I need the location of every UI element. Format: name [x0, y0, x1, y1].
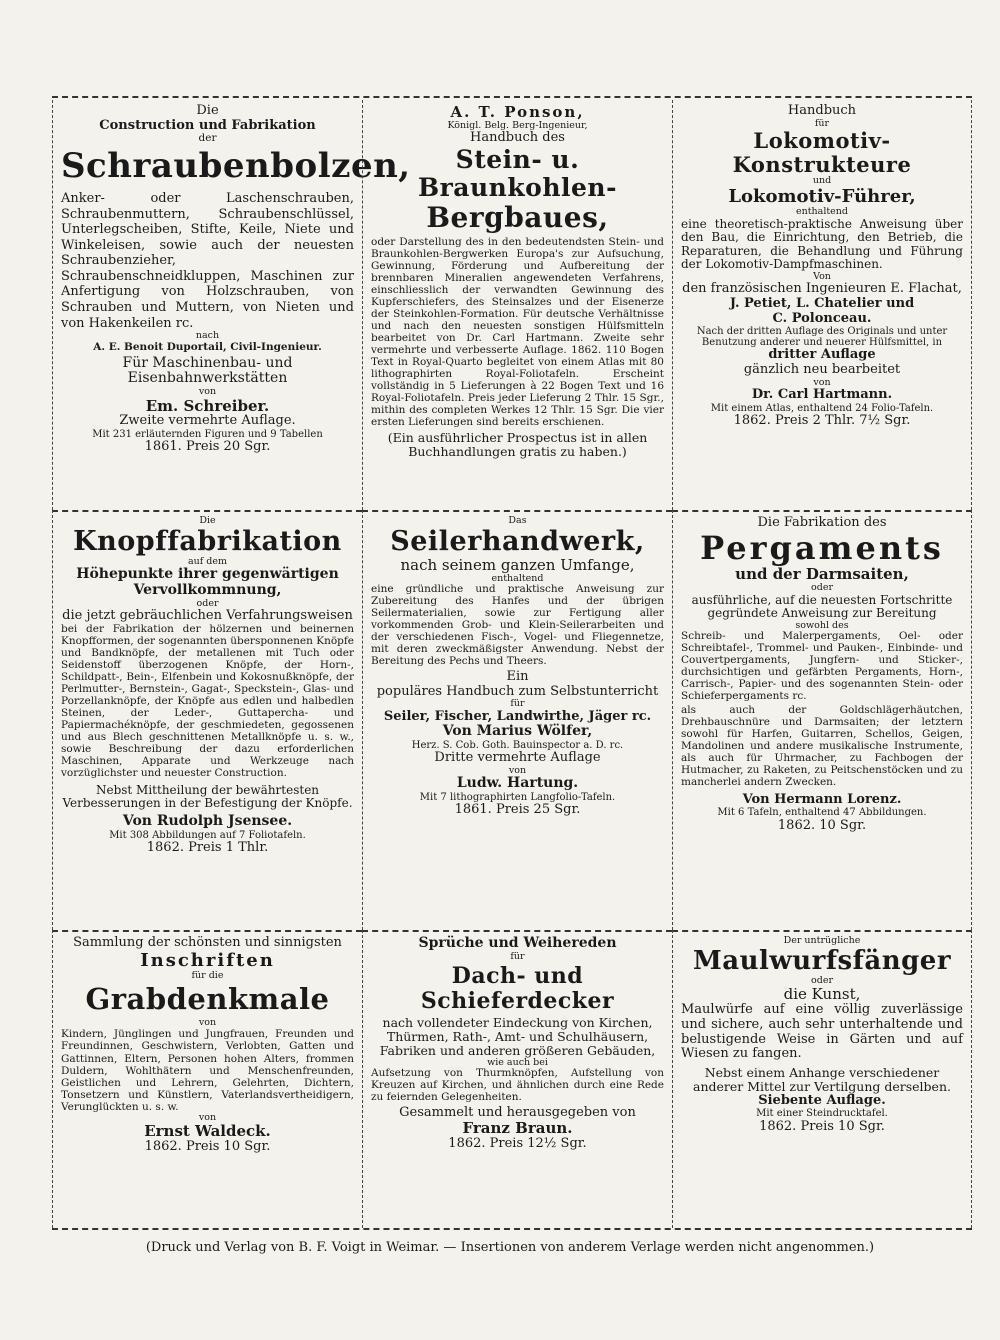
ad-authors: C. Polonceau. — [772, 310, 872, 326]
ad-text: Das — [508, 515, 527, 526]
ad-text: Die — [196, 103, 219, 118]
ad-price: 1862. 10 Sgr. — [777, 817, 867, 833]
ad-text: ausführliche, auf die neuesten Fortschritte gegründete Anweisung zur Bereitung — [691, 592, 953, 621]
ad-text: oder — [196, 597, 219, 609]
ad-edition: Dritte vermehrte Auflage — [434, 750, 601, 766]
ad-text: Der untrügliche — [783, 935, 861, 946]
ad-body: Kindern, Jünglingen und Jungfrauen, Freunden und Freundinnen, Geschwistern, Verlobten, Gatten und Gattinnen, Eltern, Personen hohen Alters, frommen Duldern, Wohlthätern und Menschenfreunden, Geistlichen und Lehrern, Gelehrten, Dichtern, Tonsetzern und Künstlern, Vaterlandsvertheidigern, Verunglückten u. s. w. — [61, 1028, 354, 1113]
ad-note: Herz. S. Cob. Goth. Bauinspector a. D. rc. — [411, 740, 624, 751]
publisher-footer: (Druck und Verlag von B. F. Voigt in Weimar. — Insertionen von anderem Verlage werden nicht angenommen.) — [145, 1240, 875, 1255]
ad-text: Nebst einem Anhange verschiedener anderer Mittel zur Vertilgung derselben. — [693, 1064, 951, 1094]
ad-subtitle: Sprüche und Weihereden — [418, 935, 617, 951]
ad-text: von — [198, 385, 217, 397]
ad-title: Schraubenbolzen, — [61, 145, 411, 186]
ad-body: eine theoretisch-praktische Anweisung über den Bau, die Einrichtung, den Betrieb, die Reparaturen, die Behandlung und Führung der Lokomotiv-Dampfmaschinen. — [681, 216, 963, 272]
ad-note: Mit 6 Tafeln, enthaltend 47 Abbildungen. — [717, 807, 927, 819]
ad-body: bei der Fabrikation der hölzernen und beinernen Knopfformen, der sogenannten übersponnenen Knöpfe und Bandknöpfe, der metallenen mit Tuch oder Seidenstoff überzogenen Knöpfe, der Horn-, Schildpatt-, Bein-, Elfenbein und Kokosnußknöpfe, der Perlmutter-, Bernstein-, Gagat-, Speckstein-, Glas- und Porzellanknöpfe, der Knöpfe aus edlen und halbedlen Steinen, der Leder-, Guttapercha- und Papiermachéknöpfe, der geschmiedeten, gegossenen und aus Blech geschnittenen Metallknöpfe u. s. w., sowie Beschreibung der dazu erforderlichen Maschinen, Apparate und Werkzeuge nach vorzüglichster und neuester Construction. — [61, 623, 354, 779]
ad-authors: den französischen Ingenieuren E. Flachat, — [682, 281, 962, 297]
ad-text: Die — [199, 515, 216, 526]
ad-text: Seiler, Fischer, Landwirthe, Jäger rc. — [383, 708, 652, 724]
ad-edition: dritter Auflage — [768, 347, 876, 363]
ad-title: Grabdenkmale — [85, 982, 330, 1017]
ad-body: eine gründliche und praktische Anweisung zur Zubereitung des Hanfes und der übrigen Seilermaterialien, sowie zur Fertigung aller vorkommenden Grob- und Klein-Seilerarbeiten und der verschiedenen Fisch-, Vogel- und Fliegennetze, mit deren zweckmäßigster Anwendung. Nebst der Bereitung des Pechs und Theers. — [371, 583, 664, 668]
ad-author: Dr. Carl Hartmann. — [751, 387, 893, 403]
ad-text: Königl. Belg. Berg-Ingenieur, — [447, 119, 588, 131]
ad-note: Mit einer Steindrucktafel. — [756, 1108, 888, 1120]
ad-body: Anker- oder Laschenschrauben, Schraubenmuttern, Schraubenschlüssel, Unterlegscheiben, Stifte, Keile, Niete und Winkeleisen, sowie auch der neuesten Schraubenzieher, Schraubenschneidkluppen, Maschinen zur Anfertigung von Holzschrauben, von Schrauben und Muttern, von Nieten und von Hakenkeilen rc. — [61, 190, 354, 331]
ad-subtitle: und der Darmsaiten, — [735, 565, 909, 584]
ad-title: Maulwurfsfänger — [692, 945, 952, 976]
ad-title: Seilerhandwerk, — [390, 525, 645, 557]
ad-body: nach vollendeter Eindeckung von Kirchen, Thürmen, Rath-, Amt- und Schulhäusern, Fabriken und anderen größeren Gebäuden, — [379, 1014, 656, 1058]
ad-body: Schreib- und Malerpergaments, Oel- oder Schreibtafel-, Trommel- und Pauken-, Einbinde- und Couvertpergaments, Jungfern- und Sticker-, durchsichtigen und gefärbten Pergaments, Horn-, Carrisch-, Papier- und des sogenannten Stein- oder Schieferpergaments rc. — [681, 630, 963, 703]
ad-title: Dach- und Schieferdecker — [420, 963, 615, 1014]
ad-body: als auch der Goldschlägerhäutchen, Drehbauschnüre und Darmsaiten; der letztern sowohl für Harfen, Guitarren, Schellos, Geigen, Mandolinen und andere musikalische Instrumente, als auch für Uhrmacher, zu Fachbogen der Hutmacher, zu Raketen, zu Peitschenstöcken und zu mancherlei andern Zwecken. — [681, 704, 963, 788]
ad-price: 1861. Preis 25 Sgr. — [454, 802, 581, 818]
ad-author: Von Marius Wölfer, — [442, 723, 593, 740]
ad-authors: J. Petiet, L. Chatelier und — [729, 295, 915, 311]
ad-lokomotiv — [672, 100, 972, 510]
ad-text: Nebst Mittheilung der bewährtesten Verbesserungen in der Befestigung der Knöpfe. — [62, 782, 353, 811]
ad-text: für die — [191, 969, 224, 981]
ad-maulwurfsfaenger — [672, 930, 972, 1228]
ad-note: Mit 7 lithographirten Langfolio-Tafeln. — [419, 792, 616, 804]
ad-text: oder — [811, 582, 833, 594]
ad-note: Mit 231 erläuternden Figuren und 9 Tabellen — [92, 428, 323, 440]
ad-text: Gesammelt und herausgegeben von — [399, 1104, 636, 1120]
advertisement-grid — [52, 100, 972, 1228]
ad-body: Aufsetzung von Thurmknöpfen, Aufstellung von Kreuzen auf Kirchen, und ähnlichen durch eine Rede zu feiernden Gelegenheiten. — [371, 1067, 664, 1103]
ad-seilerhandwerk — [362, 510, 672, 930]
ad-text: enthaltend — [795, 205, 849, 217]
ad-text: Von — [813, 270, 831, 282]
ad-text: populäres Handbuch zum Selbstunterricht — [376, 683, 659, 699]
ad-author: Ludw. Hartung. — [456, 775, 579, 792]
ad-text: Handbuch des — [470, 130, 565, 146]
ad-author: Franz Braun. — [462, 1119, 573, 1138]
ad-text: sowohl des — [795, 619, 849, 631]
ad-schraubenbolzen — [52, 100, 411, 510]
ad-price: 1862. Preis 10 Sgr. — [759, 1118, 885, 1134]
ad-text: für — [510, 950, 525, 962]
ad-text: Die Fabrikation des — [757, 515, 887, 530]
ad-edition: Zweite vermehrte Auflage. — [119, 413, 296, 429]
ad-author: A. E. Benoit Duportail, Civil-Ingenieur. — [93, 340, 322, 353]
ad-body: Maulwürfe auf eine völlig zuverlässige und sichere, auch sehr unterhaltende und belustigende Weise in Gärten und auf Wiesen zu fangen. — [681, 1002, 963, 1062]
ad-text: von — [198, 1111, 217, 1123]
ad-text: Ein — [506, 669, 529, 685]
ad-text: und — [812, 175, 832, 187]
ad-subtitle: Höhepunkte ihrer gegenwärtigen Vervollkommnung, — [76, 566, 339, 599]
ad-text: enthaltend — [491, 572, 544, 584]
ad-text: der — [198, 132, 217, 145]
ad-subtitle: die Kunst, — [783, 985, 861, 1004]
ad-author: Von Hermann Lorenz. — [742, 791, 902, 807]
ad-text: auf dem — [187, 555, 228, 567]
ad-title: Bergbaues, — [426, 200, 609, 234]
ad-grabdenkmale — [52, 930, 362, 1228]
ad-text: Für Maschinenbau- und Eisenbahnwerkstätten — [122, 354, 293, 387]
ad-knopffabrikation — [52, 510, 362, 930]
ad-pergaments — [672, 510, 972, 930]
ad-price: 1862. Preis 10 Sgr. — [144, 1139, 271, 1155]
ad-author: Ernst Waldeck. — [144, 1122, 271, 1141]
ad-subtitle: Construction und Fabrikation — [99, 117, 316, 133]
ad-title: Stein- u. Braunkohlen- — [418, 144, 617, 202]
ad-text: gänzlich neu bearbeitet — [743, 361, 901, 377]
ad-title: Pergaments — [700, 528, 944, 567]
ad-text: von — [508, 764, 527, 776]
ad-subtitle: Inschriften — [140, 949, 275, 971]
ad-text: Handbuch — [787, 103, 857, 118]
ad-author: Von Rudolph Jsensee. — [122, 813, 293, 830]
ad-text: oder — [811, 974, 833, 986]
ad-edition: Siebente Auflage. — [758, 1092, 886, 1108]
ad-prospectus-note: (Ein ausführlicher Prospectus ist in allen Buchhandlungen gratis zu haben.) — [387, 429, 648, 459]
ad-note: Mit einem Atlas, enthaltend 24 Folio-Tafeln. — [710, 402, 934, 414]
ad-text: nach — [195, 330, 220, 342]
ad-author: Em. Schreiber. — [145, 396, 270, 415]
ad-dachdecker — [362, 930, 672, 1228]
ad-bergbau — [362, 100, 672, 510]
ad-note: Nach der dritten Auflage des Originals und unter Benutzung anderer und neuerer Hülfsmittel, in — [696, 326, 948, 349]
ad-title: Lokomotiv-Führer, — [728, 185, 916, 207]
ad-text: von — [198, 1016, 217, 1028]
ad-price: 1862. Preis 1 Thlr. — [146, 840, 269, 856]
ad-price: 1861. Preis 20 Sgr. — [144, 439, 271, 455]
ad-body: oder Darstellung des in den bedeutendsten Stein- und Braunkohlen-Bergwerken Europa's zur Aufsuchung, Gewinnung, Förderung und Aufbereitung der brennbaren Mineralien angewendeten Verfahrens, einschliesslich der verwandten Gewinnung des Kupferschiefers, des Steinsalzes und der Eisenerze der Steinkohlen-Formation. Für deutsche Verhältnisse und nach den neuesten sonstigen Hülfsmitteln bearbeitet von Dr. Carl Hartmann. Zweite sehr vermehrte und verbesserte Auflage. 1862. 110 Bogen Text in Royal-Quarto begleitet von einem Atlas mit 80 lithographirten Royal-Foliotafeln. Erscheint vollständig in 5 Lieferungen à 22 Bogen Text und 16 Royal-Foliotafeln. Preis jeder Lieferung 2 Thlr. 15 Sgr., mithin des completen Werkes 12 Thlr. 15 Sgr. Die vier ersten Lieferungen sind bereits erschienen. — [371, 236, 664, 428]
ad-text: für — [510, 698, 525, 710]
ad-text: Sammlung der schönsten und sinnigsten — [73, 935, 342, 950]
ad-text: für — [814, 117, 830, 129]
ad-note: Mit 308 Abbildungen auf 7 Foliotafeln. — [109, 830, 306, 842]
ad-price: 1862. Preis 12½ Sgr. — [448, 1136, 587, 1152]
ad-title: Lokomotiv-Konstrukteure — [732, 128, 912, 177]
ad-title: Knopffabrikation — [73, 525, 342, 557]
ad-text: wie auch bei — [487, 1056, 548, 1068]
ad-price: 1862. Preis 2 Thlr. 7½ Sgr. — [733, 412, 911, 428]
ad-author: A. T. Ponson, — [450, 103, 585, 121]
ad-text: die jetzt gebräuchlichen Verfahrungsweisen — [62, 608, 353, 624]
ad-subtitle: nach seinem ganzen Umfange, — [400, 555, 635, 574]
ad-text: von — [813, 376, 831, 388]
